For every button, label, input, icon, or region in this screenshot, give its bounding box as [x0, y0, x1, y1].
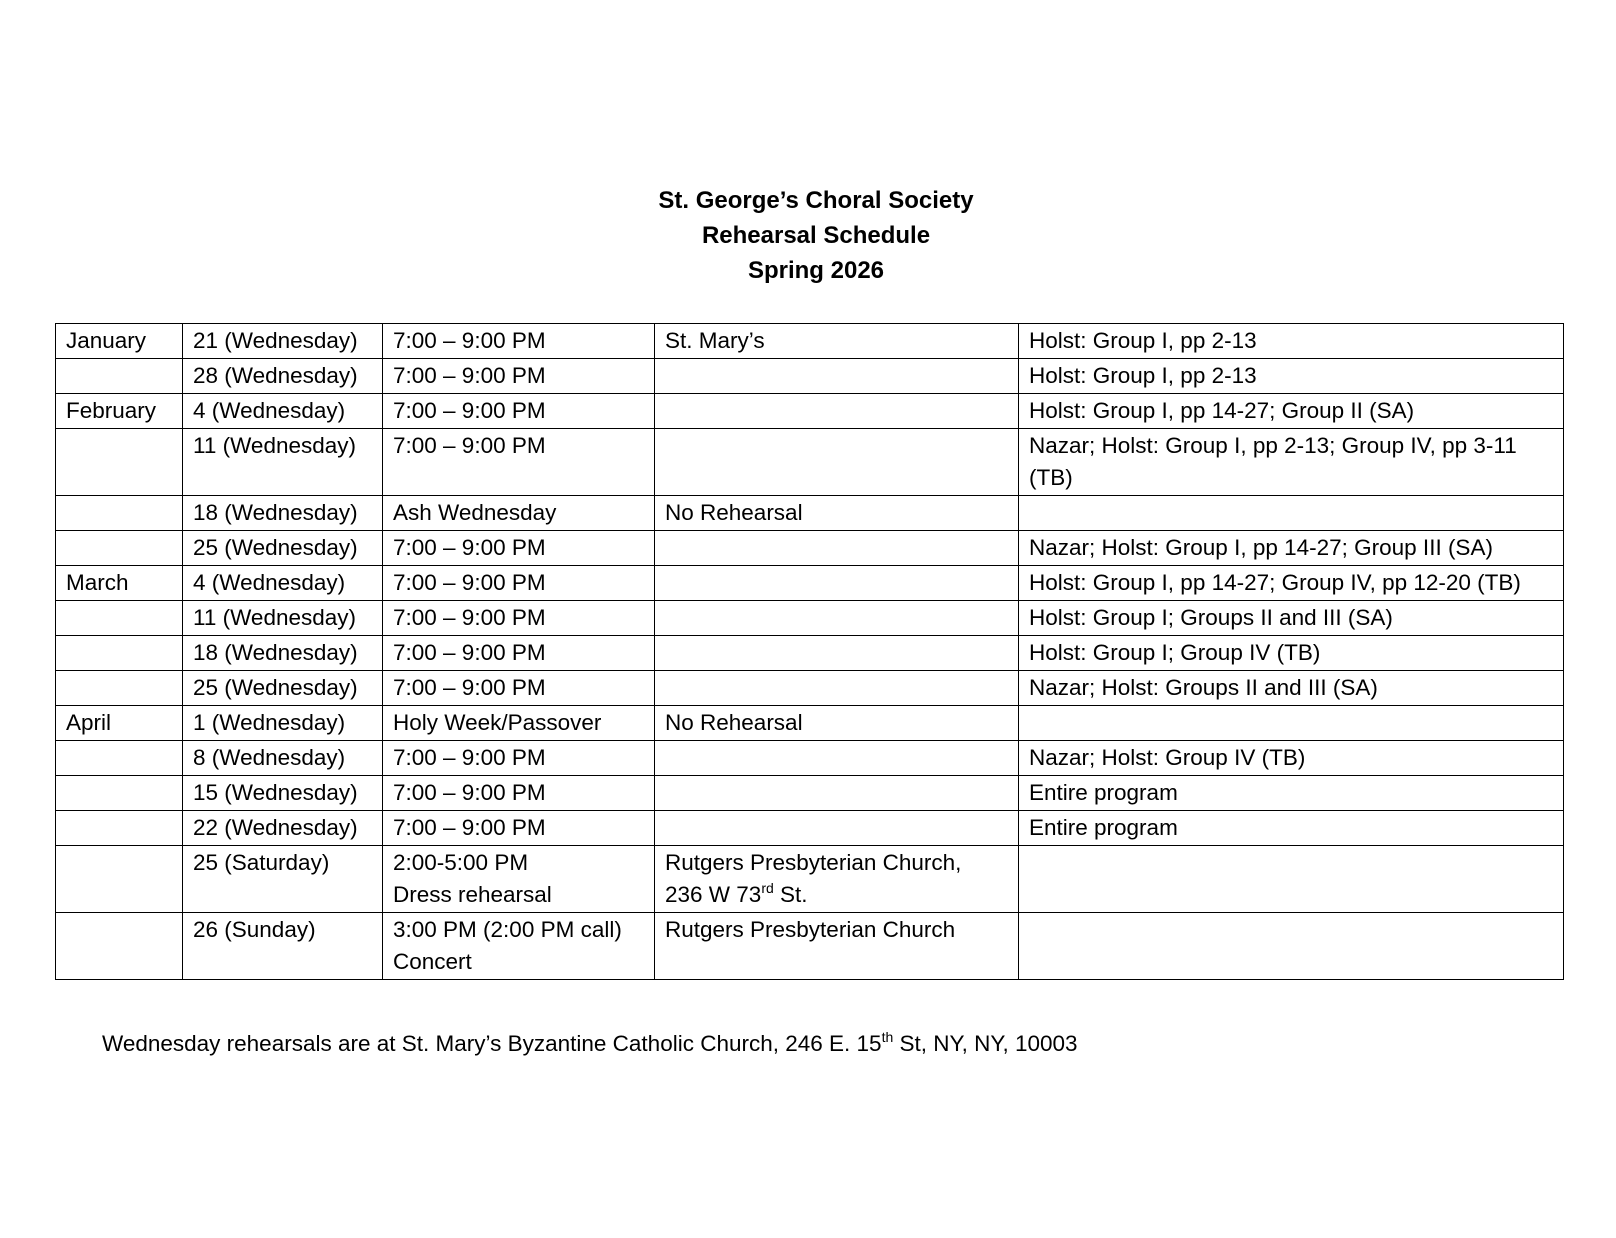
cell-time: 7:00 – 9:00 PM	[383, 324, 655, 359]
cell-time: 7:00 – 9:00 PM	[383, 531, 655, 566]
cell-location	[655, 429, 1019, 496]
cell-month	[56, 636, 183, 671]
cell-time: 7:00 – 9:00 PM	[383, 359, 655, 394]
footnote-location	[102, 1028, 1078, 1060]
address-pre: 236 W 73	[665, 882, 762, 907]
table-row	[56, 566, 1564, 601]
title-season: Spring 2026	[747, 257, 885, 284]
cell-location	[655, 359, 1019, 394]
cell-month	[56, 811, 183, 846]
cell-location	[655, 741, 1019, 776]
table-row	[56, 394, 1564, 429]
cell-location	[655, 776, 1019, 811]
footnote-text: Wednesday rehearsals are at St. Mary’s Byzantine Catholic Church, 246 E. 15	[102, 1031, 882, 1056]
address-sup: rd	[761, 880, 774, 896]
cell-notes: Holst: Group I, pp 14-27; Group II (SA)	[1019, 394, 1564, 429]
cell-location	[655, 636, 1019, 671]
schedule-body	[56, 324, 1564, 980]
cell-time: 7:00 – 9:00 PM	[383, 601, 655, 636]
cell-time: 7:00 – 9:00 PM	[383, 671, 655, 706]
cell-month	[56, 671, 183, 706]
cell-month	[56, 913, 183, 980]
footnote-sup: th	[881, 1029, 894, 1045]
cell-day: 8 (Wednesday)	[183, 741, 383, 776]
cell-location: No Rehearsal	[655, 496, 1019, 531]
table-row	[56, 359, 1564, 394]
cell-day: 26 (Sunday)	[183, 913, 383, 980]
cell-notes	[1019, 496, 1564, 531]
cell-time: 7:00 – 9:00 PM	[383, 811, 655, 846]
cell-notes	[1019, 846, 1564, 913]
cell-time: 7:00 – 9:00 PM	[383, 776, 655, 811]
address-post: St.	[773, 882, 808, 907]
cell-month: April	[56, 706, 183, 741]
table-row	[56, 429, 1564, 496]
cell-time: 7:00 – 9:00 PM	[383, 741, 655, 776]
cell-time: Holy Week/Passover	[383, 706, 655, 741]
cell-time: 7:00 – 9:00 PM	[383, 394, 655, 429]
cell-month	[56, 496, 183, 531]
cell-month: March	[56, 566, 183, 601]
cell-notes: Holst: Group I, pp 2-13	[1019, 324, 1564, 359]
cell-notes: Holst: Group I; Groups II and III (SA)	[1019, 601, 1564, 636]
cell-day: 25 (Saturday)	[183, 846, 383, 913]
cell-location	[655, 394, 1019, 429]
cell-notes: Entire program	[1019, 811, 1564, 846]
cell-month	[56, 846, 183, 913]
cell-location: No Rehearsal	[655, 706, 1019, 741]
table-row-dress-rehearsal	[56, 846, 1564, 913]
table-row	[56, 324, 1564, 359]
cell-month	[56, 776, 183, 811]
cell-notes	[1019, 706, 1564, 741]
table-row	[56, 706, 1564, 741]
cell-time: 7:00 – 9:00 PM	[383, 636, 655, 671]
cell-location: Rutgers Presbyterian Church	[655, 913, 1019, 980]
cell-day: 22 (Wednesday)	[183, 811, 383, 846]
cell-time-line2: Concert	[393, 949, 472, 974]
cell-notes: Nazar; Holst: Group I, pp 2-13; Group IV, pp 3-11 (TB)	[1019, 429, 1564, 496]
cell-time: 7:00 – 9:00 PM	[383, 429, 655, 496]
cell-month	[56, 531, 183, 566]
cell-time	[383, 846, 655, 913]
cell-time-line1: 3:00 PM (2:00 PM call)	[393, 917, 622, 942]
cell-day: 11 (Wednesday)	[183, 429, 383, 496]
cell-notes: Nazar; Holst: Groups II and III (SA)	[1019, 671, 1564, 706]
cell-month	[56, 601, 183, 636]
cell-month	[56, 359, 183, 394]
cell-month: January	[56, 324, 183, 359]
cell-location	[655, 811, 1019, 846]
cell-time	[383, 913, 655, 980]
cell-time: Ash Wednesday	[383, 496, 655, 531]
cell-time-line2: Dress rehearsal	[393, 882, 552, 907]
cell-day: 28 (Wednesday)	[183, 359, 383, 394]
table-row	[56, 776, 1564, 811]
cell-month	[56, 741, 183, 776]
table-row	[56, 741, 1564, 776]
table-row	[56, 671, 1564, 706]
cell-notes: Holst: Group I, pp 2-13	[1019, 359, 1564, 394]
table-row	[56, 531, 1564, 566]
footnote-text-end: St, NY, NY, 10003	[893, 1031, 1078, 1056]
cell-time-line1: 2:00-5:00 PM	[393, 850, 529, 875]
cell-notes: Nazar; Holst: Group IV (TB)	[1019, 741, 1564, 776]
cell-month: February	[56, 394, 183, 429]
cell-location	[655, 531, 1019, 566]
table-row-concert	[56, 913, 1564, 980]
cell-day: 18 (Wednesday)	[183, 636, 383, 671]
cell-day: 25 (Wednesday)	[183, 671, 383, 706]
cell-day: 1 (Wednesday)	[183, 706, 383, 741]
cell-location-line2	[665, 879, 1008, 911]
schedule-table	[55, 323, 1564, 980]
cell-notes	[1019, 913, 1564, 980]
cell-day: 18 (Wednesday)	[183, 496, 383, 531]
cell-day: 25 (Wednesday)	[183, 531, 383, 566]
table-row	[56, 811, 1564, 846]
cell-day: 4 (Wednesday)	[183, 566, 383, 601]
cell-notes: Nazar; Holst: Group I, pp 14-27; Group III (SA)	[1019, 531, 1564, 566]
cell-notes: Entire program	[1019, 776, 1564, 811]
cell-day: 4 (Wednesday)	[183, 394, 383, 429]
document-title	[0, 183, 1616, 288]
title-schedule: Rehearsal Schedule	[701, 222, 931, 249]
table-row	[56, 636, 1564, 671]
table-row	[56, 601, 1564, 636]
cell-location-line1: Rutgers Presbyterian Church,	[665, 850, 962, 875]
cell-notes: Holst: Group I; Group IV (TB)	[1019, 636, 1564, 671]
cell-location	[655, 566, 1019, 601]
cell-day: 21 (Wednesday)	[183, 324, 383, 359]
cell-day: 15 (Wednesday)	[183, 776, 383, 811]
cell-location	[655, 601, 1019, 636]
cell-location	[655, 671, 1019, 706]
cell-location: St. Mary’s	[655, 324, 1019, 359]
cell-location	[655, 846, 1019, 913]
cell-month	[56, 429, 183, 496]
cell-notes: Holst: Group I, pp 14-27; Group IV, pp 12-20 (TB)	[1019, 566, 1564, 601]
cell-time: 7:00 – 9:00 PM	[383, 566, 655, 601]
cell-day: 11 (Wednesday)	[183, 601, 383, 636]
table-row	[56, 496, 1564, 531]
title-society: St. George’s Choral Society	[658, 187, 974, 214]
